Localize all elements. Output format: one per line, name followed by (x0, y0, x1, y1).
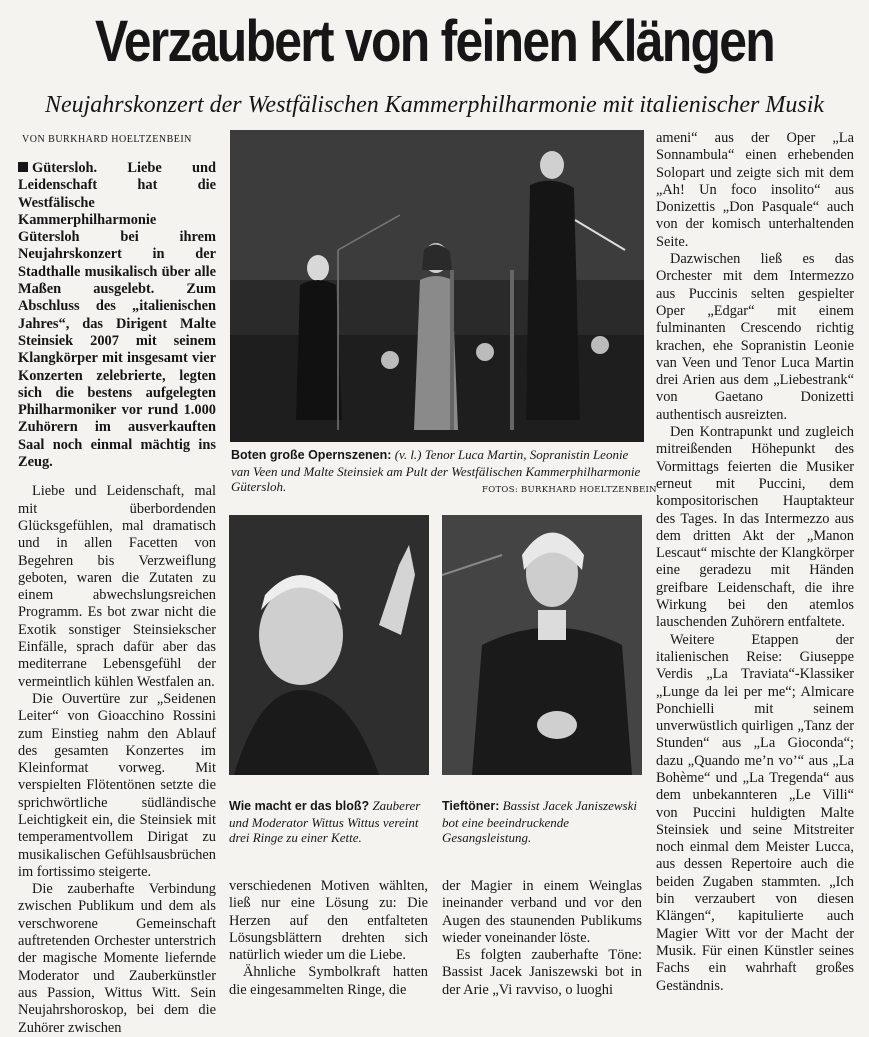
bullet-square-icon (18, 162, 28, 172)
article-column-3 (442, 878, 642, 999)
article-column-1 (18, 160, 216, 1037)
bassist-image (442, 515, 642, 775)
body-paragraph: verschiedenen Motiven wählten, ließ nur eine Lösung zu: Die Herzen auf den entfalteten Lösungsblättern drehten sich natürlich wieder um die Liebe. (229, 878, 428, 964)
caption-text: Bassist Jacek Janiszewski bot eine beeindruckende Gesangsleistung. (442, 798, 637, 845)
caption-title: Tieftöner: (442, 799, 500, 813)
article-column-2 (229, 878, 428, 999)
body-paragraph: Liebe und Leidenschaft, mal mit überbordenden Glücksgefühlen, mal dramatisch und in allen Facetten von Begehren bis Verzweiflung geboten, waren die Zutaten zu einem abwechslungsreichen Programm. Es bot zwar nicht die Exotik sonstiger Steinsiekscher Einfälle, sprach dafür aber das mediterrane Lebensgefühl der vermeintlich kühlen Westfalen an. (18, 483, 216, 690)
body-paragraph: Es folgten zauberhafte Töne: Bassist Jacek Janiszewski bot in der Arie „Vi ravviso, o luoghi (442, 947, 642, 998)
headline: Verzaubert von feinen Klängen (94, 9, 775, 74)
bassist-photo (442, 515, 642, 775)
magician-image (229, 515, 429, 775)
body-paragraph: Weitere Etappen der italienischen Reise: Giuseppe Verdis „La Traviata“-Klassiker „Lunge da lei per me“; Almicare Ponchielli mit seinem unverwüstlich quirligen „Tanz der Stunden“ aus „La Gioconda“; dazu „Quando me’n vo’“ aus „La Bohème“ und „La Tregenda“ aus dem unbekannteren „Le Villi“ von Puccini huldigten Malte Steinsiek und seine Mitstreiter noch einmal dem Meister Lucca, aus dessen Repertoire auch die beiden Zugaben stammten. „Ich bin verzaubert von diesen Klängen“, kapitulierte auch Magier Witt vor der Macht der Musik. Für einen Künstler seines Fachs ein wahrhaft großes Geständnis. (656, 631, 854, 994)
caption-title: Wie macht er das bloß? (229, 799, 370, 813)
caption-text: Zauberer und Moderator Wittus Wittus vereint drei Ringe zu einer Kette. (229, 798, 421, 845)
body-paragraph: der Magier in einem Weinglas ineinander verband und vor den Augen des staunenden Publikums wieder voneinander löste. (442, 878, 642, 946)
body-paragraph: Den Kontrapunkt und zugleich mitreißenden Höhepunkt des Vormittags feierten die Musiker erneut mit Puccini, dem kompositorischen Hauptakteur des Tages. In das Intermezzo aus dem dritten Akt der „Manon Lescaut“ mischte der Klangkörper eine geradezu mit Händen greifbare Leidenschaft, die ihre Wirkung bei den atemlos lauschenden Zuhörern entfaltete. (656, 424, 854, 631)
body-paragraph: Dazwischen ließ es das Orchester mit dem Intermezzo aus Puccinis selten gespielter Oper „Edgar“ mit einem fulminanten Crescendo richtig krachen, ehe Sopranistin Leonie van Veen und Tenor Luca Martin drei Arien aus dem „Liebestrank“ von Gaetano Donizetti authentisch ausreizten. (656, 251, 854, 423)
body-paragraph: ameni“ aus der Oper „La Sonnambula“ einen erhebenden Solopart und zeigte sich mit dem „Ah! Un foco insolito“ aus Donizettis „Don Pasquale“ auch von der komisch unterhaltenden Seite. (656, 130, 854, 250)
byline: VON BURKHARD HOELTZENBEIN (22, 134, 192, 145)
caption-text: (v. l.) Tenor Luca Martin, Sopranistin Leonie van Veen und Malte Steinsiek am Pult der Westfälischen Kammerphilharmonie Gütersloh. (231, 447, 641, 494)
main-photo (230, 130, 644, 442)
concert-stage-image (230, 130, 644, 442)
body-paragraph: Die Ouvertüre zur „Seidenen Leiter“ von Gioacchino Rossini zum Einstieg nahm den Ablauf des gesamten Konzertes im Kleinformat vorweg. Mit verspielten Flötentönen setzte die sprichwörtliche südländische Leichtigkeit ein, die Steinsiek mit temperamentvollem Dirigat zu musikalischen Gefühlsausbrüchen im fortissimo steigerte. (18, 690, 216, 880)
lead-paragraph: Gütersloh. Liebe und Leidenschaft hat die Westfälische Kammerphilharmonie Gütersloh bei ihrem Neujahrskonzert in der Stadthalle musikalisch über alle Maßen ausgelebt. Zum Abschluss des „italienischen Jahres“, das Dirigent Malte Steinsiek 2007 mit seinem Klangkörper mit insgesamt vier Konzerten zelebrierte, legten sich die bestens aufgelegten Philharmoniker vor rund 1.000 Zuhörern im ausverkauften Saal noch einmal mächtig ins Zeug. (18, 160, 216, 471)
body-paragraph: Ähnliche Symbolkraft hatten die eingesammelten Ringe, die (229, 964, 428, 998)
caption-title: Boten große Opernszenen: (231, 448, 392, 462)
subheadline: Neujahrskonzert der Westfälischen Kammerphilharmonie mit italienischer Musik (44, 92, 825, 118)
magician-photo (229, 515, 429, 775)
bassist-caption (442, 798, 642, 846)
magician-caption (229, 798, 429, 846)
body-paragraph: Die zauberhafte Verbindung zwischen Publikum und dem als verschworene Gemeinschaft auftretenden Orchester unterstrich der magische Momente liefernde Moderator und Zauberkünstler aus Passion, Wittus Witt. Sein Neujahrshoroskop, bei dem die Zuhörer zwischen (18, 881, 216, 1036)
photo-credit: FOTOS: BURKHARD HOELTZENBEIN (482, 485, 657, 495)
article-column-4 (656, 130, 854, 995)
